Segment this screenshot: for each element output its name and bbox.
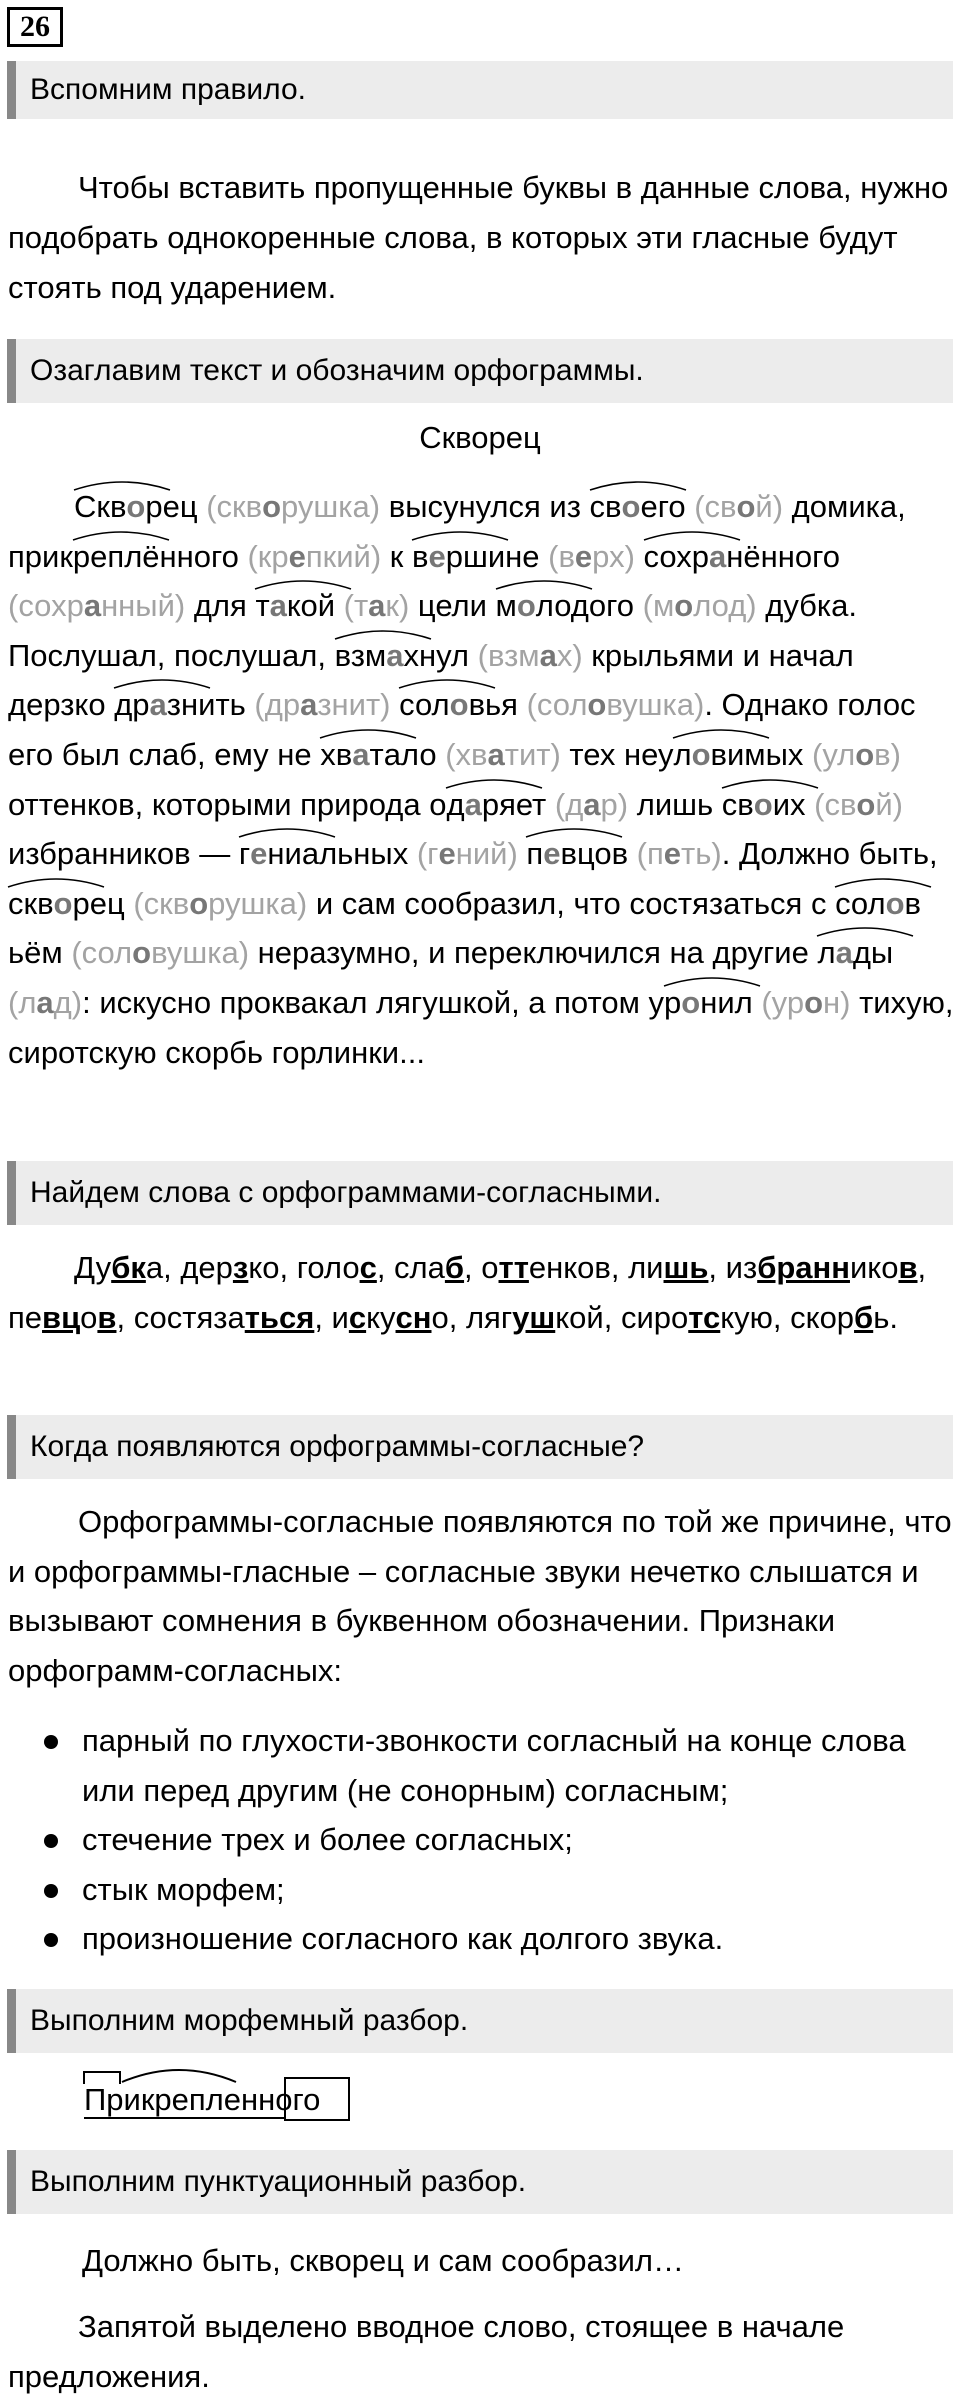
section-header-rule: Вспомним правило. [7, 61, 953, 119]
section-header-morpheme: Выполним морфемный разбор. [7, 1989, 953, 2053]
section-header-punctuation: Выполним пунктуационный разбор. [7, 2150, 953, 2214]
section-header-when-consonants: Когда появляются орфограммы-согласные? [7, 1415, 953, 1479]
bullet-icon [44, 1735, 58, 1749]
morpheme-analysis [82, 2080, 322, 2120]
section-header-consonants: Найдем слова с орфограммами-согласными. [7, 1161, 953, 1225]
punctuation-explanation: Запятой выделено вводное слово, стоящее в начале предложения. [8, 2309, 845, 2394]
bullet-icon [44, 1884, 58, 1898]
task-number: 26 [7, 7, 63, 47]
bullet-icon [44, 1933, 58, 1947]
punctuation-sentence: Должно быть, скворец и сам сообразил… [82, 2243, 685, 2278]
consonant-signs-list [0, 1716, 960, 1964]
list-item: произношение согласного как долгого звука. [0, 1914, 960, 1964]
section-header-title-orthograms: Озаглавим текст и обозначим орфограммы. [7, 339, 953, 403]
consonants-explanation: Орфограммы-согласные появляются по той же причине, что и орфограммы-гласные – согласные звуки нечетко слышатся и вызывают сомнения в буквенном обозначении. Признаки орфограмм-согласных: [8, 1504, 952, 1688]
consonant-words: Дубка, дерзко, голос, слаб, оттенков, лишь, избранников, певцов, состязаться, искусно, лягушкой, сиротскую, скорбь. [8, 1250, 927, 1335]
list-item: парный по глухости-звонкости согласный на конце слова или перед другим (не сонорным) согласным; [0, 1716, 960, 1815]
list-item: стык морфем; [0, 1865, 960, 1915]
morpheme-marks [82, 2070, 352, 2125]
list-item: стечение трех и более согласных; [0, 1815, 960, 1865]
morpheme-word: Прикрепленного [84, 2082, 321, 2117]
bullet-icon [44, 1834, 58, 1848]
story-text: Скворец (скворушка) высунулся из сво его (свой) домика, прикреп лённого (крепкий) к верш ине (верх) сохран ённого (сохранный) для так ой (так) цели молод ого (молод) дубка. Послушал, послушал, взмах нул (взмах) крыльями и начал дерзко дразн ить (дразнит) солов ья (соловушка). Однако голос его был слаб, ему не хват ало (хватит) тех неулов имых (улов) оттенков, которыми природа одар яет (дар) лишь сво их (свой) избранников — гени альных (гений) пе вцов (петь). Должно быть, скворец (скворушка) и сам сообразил, что состязаться с солов ьём (соловушка) неразумно, и переключился на другие лад ы (лад): искусно проквакал лягушкой, а потом урон ил (урон) тихую, сиротскую скорбь горлинки... [8, 482, 958, 1077]
rule-text: Чтобы вставить пропущенные буквы в данные слова, нужно подобрать однокоренные слова, в которых эти гласные будут стоять под ударением. [8, 170, 949, 305]
story-title: Скворец [419, 420, 541, 455]
